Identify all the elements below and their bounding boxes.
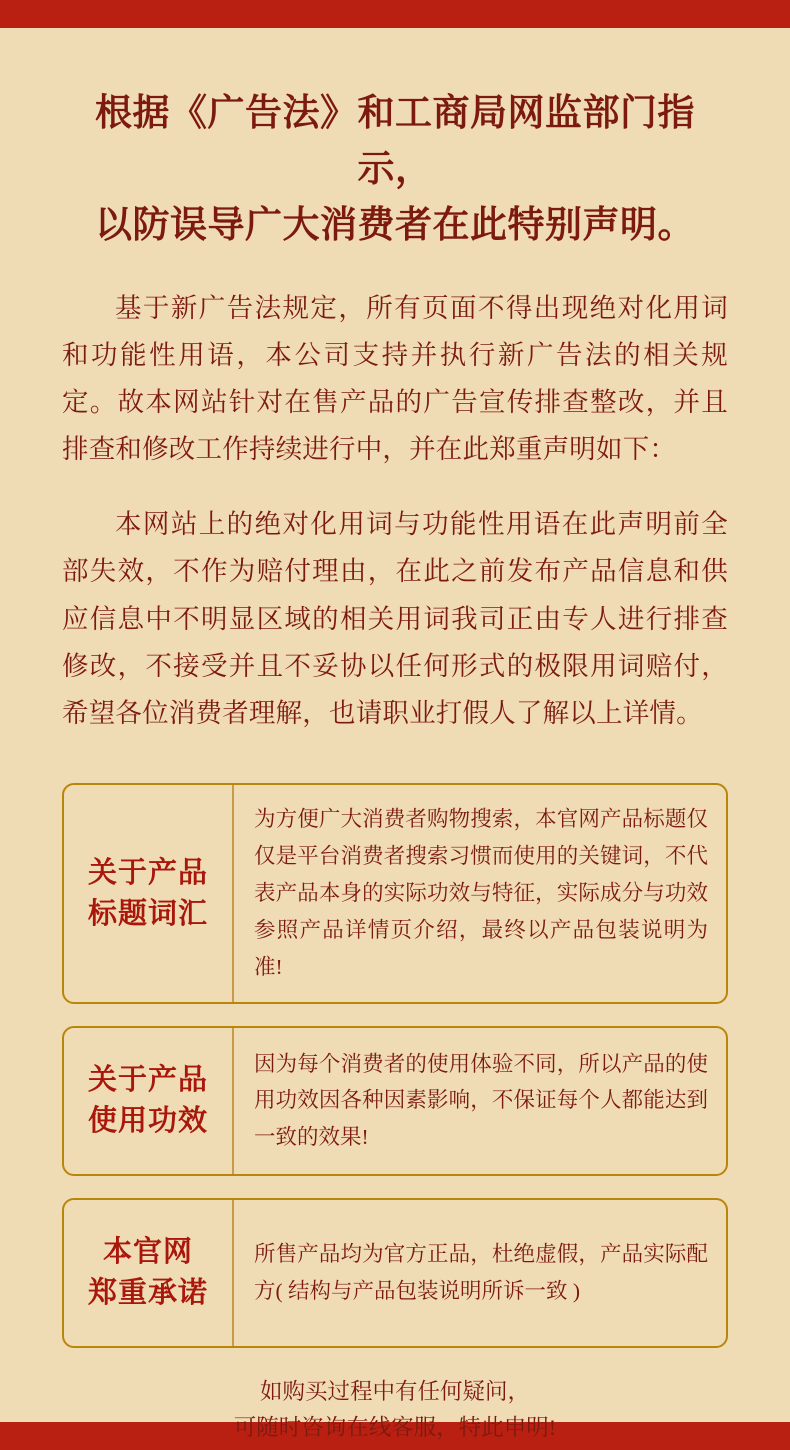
- notice-card-text: 因为每个消费者的使用体验不同，所以产品的使用功效因各种因素影响，不保证每个人都能达到一致的效果!: [254, 1051, 708, 1150]
- statement-paragraph-2: 本网站上的绝对化用词与功能性用语在此声明前全部失效，不作为赔付理由，在此之前发布产品信息和供应信息中不明显区域的相关用词我司正由专人进行排查修改，不接受并且不妥协以任何形式的极限用词赔付，希望各位消费者理解，也请职业打假人了解以上详情。: [62, 509, 728, 728]
- notice-card-title-line2: 郑重承诺: [87, 1276, 208, 1309]
- notice-card-product-efficacy: [62, 1026, 728, 1176]
- page-title-line1: 根据《广告法》和工商局网监部门指示，: [95, 93, 695, 191]
- notice-card-title-line2: 使用功效: [87, 1104, 208, 1137]
- notice-card-text: 为方便广大消费者购物搜索，本官网产品标题仅仅是平台消费者搜索习惯而使用的关键词，不代表产品本身的实际功效与特征，实际成分与功效参照产品详情页介绍，最终以产品包装说明为准!: [254, 807, 708, 979]
- notice-card-product-title: [62, 783, 728, 1004]
- notice-card-title: [64, 1028, 234, 1174]
- notice-card-title-line2: 标题词汇: [87, 897, 208, 930]
- page-title: [62, 86, 728, 255]
- notice-card-official-promise: [62, 1198, 728, 1348]
- notice-card-title-line1: 关于产品: [87, 856, 208, 889]
- notice-card-title-line1: 关于产品: [87, 1064, 208, 1097]
- footer-note: [62, 1374, 728, 1447]
- footer-note-line2: 可随时咨询在线客服，特此申明!: [233, 1415, 557, 1441]
- statement-paragraph-1: 基于新广告法规定，所有页面不得出现绝对化用词和功能性用语，本公司支持并执行新广告法的相关规定。故本网站针对在售产品的广告宣传排查整改，并且排查和修改工作持续进行中，并在此郑重声明如下：: [62, 292, 728, 465]
- notice-card-title-line1: 本官网: [102, 1236, 193, 1269]
- footer-note-line1: 如购买过程中有任何疑问，: [259, 1378, 530, 1404]
- notice-card-text: 所售产品均为官方正品，杜绝虚假，产品实际配方( 结构与产品包装说明所诉一致 ): [254, 1241, 708, 1303]
- page-title-line2: 以防误导广大消费者在此特别声明。: [95, 205, 695, 247]
- notice-card-title: [64, 785, 234, 1002]
- notice-card-title: [64, 1200, 234, 1346]
- statement-body: [62, 285, 728, 737]
- statement-panel: [0, 28, 790, 1441]
- notice-card-list: [62, 783, 728, 1348]
